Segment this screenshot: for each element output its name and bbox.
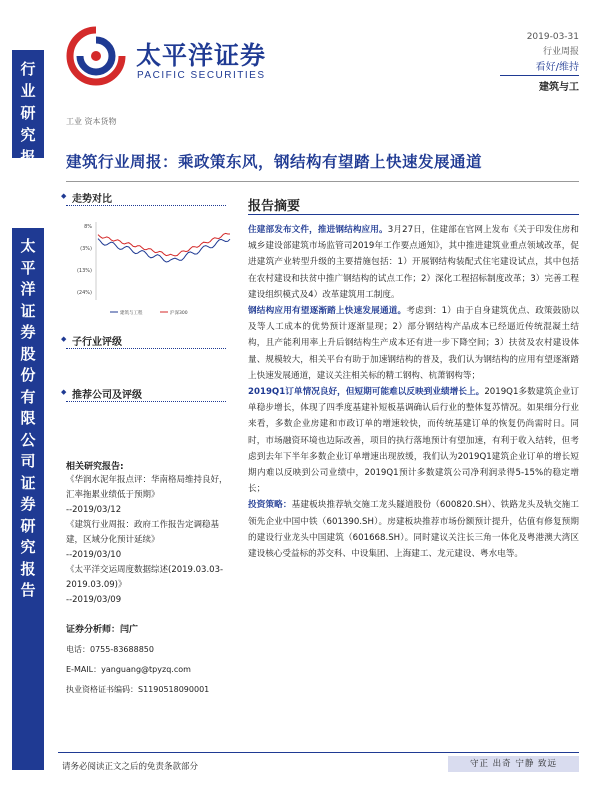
sidebar-label-bottom (12, 236, 44, 602)
footer-disclaimer: 请务必阅读正文之后的免责条款部分 (62, 762, 199, 772)
related-reports-heading: 相关研究报告: (66, 462, 124, 472)
sidebar-char: 股 (20, 344, 36, 363)
analyst-license: S1190518090001 (138, 685, 210, 694)
sidebar-char: 业 (20, 82, 36, 100)
series-line-csi300 (98, 233, 230, 256)
summary-paragraph: 钢结构应用有望逐渐踏上快速发展通道。考虑到：1）由于自身建筑优点、政策鼓励以及等人工成本的优势预计逐渐显现；2）部分钢结构产品成本已经逼近传统混凝土结构，且产能利用率上升后钢结构生产成本还有进一步下降空间；3）扶贫及农村建设体量、规模较大，相关平台有助于加速钢结构的普及，我们认为钢结构的应用有望逐渐踏上快速发展通道，建议关注相关标的精工钢构、杭萧钢构等； (248, 306, 580, 381)
summary-body (248, 222, 579, 562)
analyst-phone: 0755-83688850 (90, 645, 154, 654)
sidebar-char: 份 (20, 366, 36, 384)
brand-name-cn: 太平洋证券 (136, 41, 267, 70)
report-date: 2019-03-31 (526, 32, 579, 42)
trend-chart (62, 210, 232, 322)
brand-name-en: PACIFIC SECURITIES (137, 70, 266, 81)
summary-heading: 报告摘要 (248, 199, 301, 214)
sidebar-char: 洋 (20, 280, 36, 298)
section-divider (66, 401, 226, 402)
analyst-name: 闫广 (120, 625, 139, 635)
sidebar-char: 券 (20, 323, 36, 341)
industry-rating: 看好/维持 (535, 62, 579, 73)
pacific-securities-logo (66, 26, 126, 86)
sidebar-char: 公 (20, 430, 36, 449)
sidebar-char: 太 (20, 237, 36, 255)
y-tick-label: (13%) (76, 268, 92, 274)
sidebar-char: 究 (20, 126, 36, 144)
sidebar-char: 平 (20, 258, 36, 277)
analyst-info: 证券分析师：闫广 电话：0755-83688850 E-MAIL：yanguang@tpyzq.com 执业资格证书编码：S1190518090001 (66, 625, 210, 694)
sidebar-char: 研 (20, 516, 36, 535)
related-report-item[interactable]: 《华润水泥年报点评：华南格局维持良好，汇率拖累业绩低于预期》 --2019/03/12 (66, 475, 228, 515)
sidebar-label-top (12, 58, 44, 190)
report-type: 行业周报 (542, 47, 579, 57)
summary-divider (248, 214, 579, 215)
y-tick-label: 8% (84, 224, 92, 230)
related-report-item[interactable]: 《太平洋交运周度数据综述(2019.03.03-2019.03.09)》 --2019/03/09 (66, 565, 224, 605)
legend-label: 建筑与工程 (120, 311, 143, 316)
header-meta (527, 30, 579, 75)
section-subindustry-heading: ◆ 子行业评级 (72, 333, 122, 348)
series-line-building (98, 239, 230, 262)
sidebar-char: 告 (20, 170, 36, 188)
related-reports-list (66, 473, 234, 608)
y-tick-label: (24%) (76, 290, 92, 296)
report-title: 建筑行业周报：乘政策东风，钢结构有望踏上快速发展通道 (66, 153, 483, 171)
analyst-email[interactable]: yanguang@tpyzq.com (101, 665, 191, 674)
summary-paragraph: 投资策略：基建板块推荐轨交施工龙头隧道股份（600820.SH）、铁路龙头及轨交施工领先企业中国中铁（601390.SH）。房建板块推荐市场份额预计提升，估值有修复预期的建设行业龙头中国建筑（601668.SH）。同时建议关注长三角一体化及粤港澳大湾区建设核心受益标的苏交科、中设集团、上海建工、龙元建设、粤水电等。 (248, 500, 579, 560)
sector-name: 建筑与工 (539, 82, 579, 93)
sidebar-char: 研 (20, 104, 36, 122)
sidebar-char: 司 (20, 452, 36, 470)
footer-divider (58, 752, 579, 753)
sidebar-char: 行 (20, 60, 36, 78)
sidebar-char: 限 (20, 409, 36, 427)
legend-label: 沪深300 (170, 311, 188, 316)
sidebar-char: 证 (20, 301, 36, 320)
header-divider (500, 75, 579, 76)
footer-motto: 守正 出奇 宁静 致远 (448, 756, 579, 772)
sidebar-char: 报 (20, 559, 36, 578)
related-report-item[interactable]: 《建筑行业周报：政府工作报告定调稳基建，区域分化预计延续》 --2019/03/10 (66, 520, 220, 560)
sidebar-char: 究 (20, 538, 36, 556)
section-recommend-heading: ◆ 推荐公司及评级 (72, 386, 142, 401)
section-trend-heading: ◆ 走势对比 (72, 190, 112, 205)
sidebar-char: 券 (20, 495, 36, 513)
sidebar-char: 证 (20, 473, 36, 492)
section-divider (66, 348, 226, 349)
sidebar-char: 有 (20, 387, 36, 406)
y-tick-label: (3%) (80, 246, 92, 252)
title-divider (66, 181, 579, 182)
industry-category: 工业 资本货物 (66, 117, 117, 126)
sidebar-char: 告 (20, 581, 36, 599)
summary-paragraph: 住建部发布文件，推进钢结构应用。3月27日，住建部在官网上发布《关于印发住房和城乡建设部建筑市场监管司2019年工作要点通知》，其中推进建筑业重点领域改革，促进建筑产业转型升级的主要措施包括：1）开展钢结构装配式住宅建设试点，其中包括在农村建设和扶贫中推广钢结构的试点工作；2）深化工程招标制度改革；3）完善工程建设组织模式及4）改革建筑用工制度。 (248, 225, 579, 300)
sidebar-char: 报 (20, 148, 36, 166)
section-divider (66, 205, 226, 206)
summary-paragraph: 2019Q1订单情况良好，但短期可能难以反映到业绩增长上。2019Q1多数建筑企业订单稳步增长，体现了四季度基建补短板基调确认后行业的整体复苏情况。如果细分行业来看，多数企业房建和市政订单的增速较快，而传统基建订单的恢复仍尚需时日。同时，市场融资环境也边际改善，项目的执行落地预计有望加速，有利于收入结转，但考虑到去年下半年多数企业订单增速出现放缓，我们认为2019Q1建筑企业订单的增长短期内难以反映到公司业绩中，2019Q1预计多数建筑公司净利润录得5-15%的稳定增长； (248, 387, 579, 495)
